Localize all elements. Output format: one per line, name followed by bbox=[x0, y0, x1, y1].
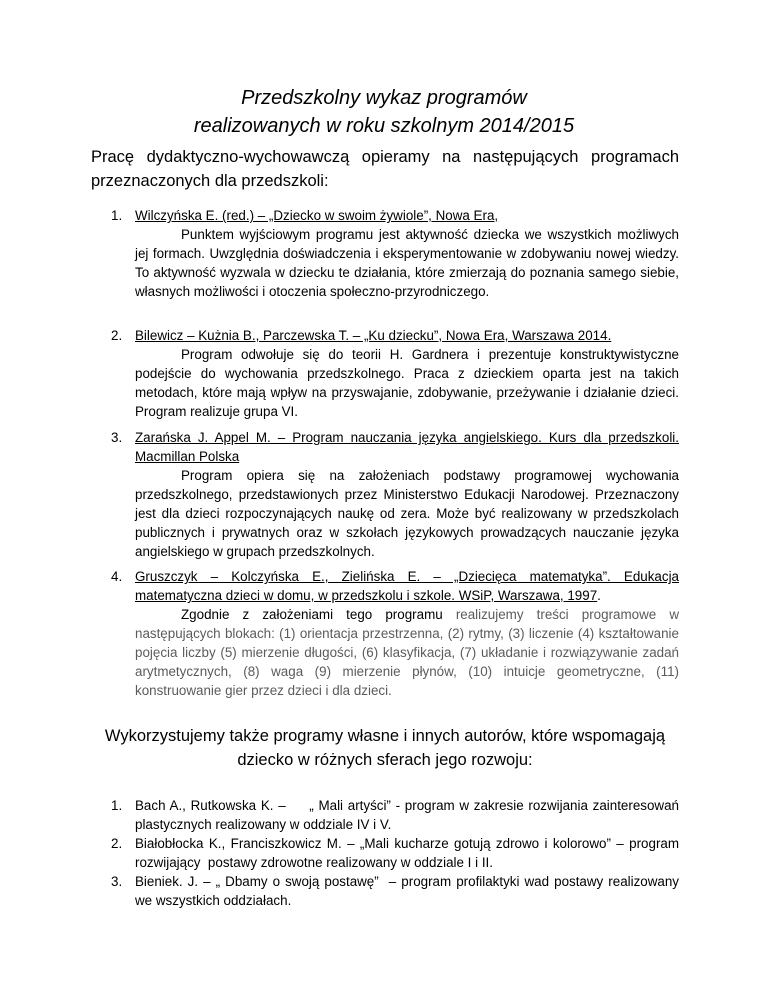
item-number: 3. bbox=[111, 874, 123, 889]
intro-paragraph: Pracę dydaktyczno-wychowawczą opieramy na następujących programach przeznaczonych dla przedszkoli: bbox=[91, 148, 679, 190]
page-title bbox=[0, 84, 768, 140]
item-reference-text: Gruszczyk – Kolczyńska E., Zielińska E. – „Dziecięca matematyka”. Edukacja matematyczna dzieci w domu, w przedszkolu i szkole. WSiP, Warszawa, 1997 bbox=[135, 569, 679, 603]
item-description-lead: Zgodnie z założeniami tego programu bbox=[181, 607, 443, 622]
section-heading-line-2: dziecko w różnych sferach jego rozwoju: bbox=[237, 751, 533, 769]
item-description bbox=[135, 466, 679, 561]
item-description-text: Punktem wyjściowym programu jest aktywność dziecka we wszystkich możliwych jej formach. Uwzględnia doświadczenia i eksperymentowanie w zdobywaniu nowej wiedzy. To aktywność wyzwala w dziecku te działania, które zmierzają do poznania samego siebie, własnych możliwości i otoczenia społeczno-przyrodniczego. bbox=[135, 227, 679, 299]
item-number: 2. bbox=[111, 328, 123, 343]
section-heading-line-1: Wykorzystujemy także programy własne i innych autorów, które wspomagają bbox=[104, 727, 666, 745]
item-number: 1. bbox=[111, 208, 123, 223]
item-description-text: Program odwołuje się do teorii H. Gardnera i prezentuje konstruktywistyczne podejście do wychowania przedszkolnego. Praca z dzieckiem oparta jest na takich metodach, które mają wpływ na przyswajanie, zdobywanie, przeżywanie i działanie dzieci. Program realizuje grupa VI. bbox=[135, 347, 679, 419]
item-reference: Zarańska J. Appel M. – Program nauczania języka angielskiego. Kurs dla przedszkoli. Macmillan Polska bbox=[135, 430, 679, 464]
list-item bbox=[91, 872, 683, 910]
item-text: Białobłocka K., Franciszkowicz M. – „Mali kucharze gotują zdrowo i kolorowo” – program rozwijający postawy zdrowotne realizowany w oddziale I i II. bbox=[135, 836, 683, 870]
item-description bbox=[135, 605, 679, 700]
item-reference: Wilczyńska E. (red.) – „Dziecko w swoim żywiole”, Nowa Era, bbox=[135, 208, 499, 223]
program-item-3 bbox=[91, 428, 679, 561]
item-text: Bieniek. J. – „ Dbamy o swoją postawę” – program profilaktyki wad postawy realizowany we wszystkich oddziałach. bbox=[135, 874, 683, 908]
list-item bbox=[91, 567, 679, 700]
list-item bbox=[91, 834, 683, 872]
item-reference: Bilewicz – Kużnia B., Parczewska T. – „Ku dziecku”, Nowa Era, Warszawa 2014. bbox=[135, 328, 612, 343]
item-number: 3. bbox=[111, 430, 123, 445]
program-item-4 bbox=[91, 567, 679, 700]
item-description bbox=[135, 345, 679, 421]
item-text: Bach A., Rutkowska K. – „ Mali artyści” - program w zakresie rozwijania zainteresowań plastycznych realizowany w oddziale IV i V. bbox=[135, 798, 683, 832]
list-item bbox=[91, 428, 679, 561]
item-description-text: Program opiera się na założeniach podstawy programowej wychowania przedszkolnego, przedstawionych przez Ministerstwo Edukacji Narodowej. Przeznaczony jest dla dzieci rozpoczynających naukę od zera. Może być realizowany w przedszkolach publicznych i prywatnych oraz w szkołach językowych prowadzących nauczanie języka angielskiego w grupach przedszkolnych. bbox=[135, 468, 679, 559]
item-number: 4. bbox=[111, 569, 123, 584]
title-line-2: realizowanych w roku szkolnym 2014/2015 bbox=[193, 115, 575, 137]
title-line-1: Przedszkolny wykaz programów bbox=[241, 87, 527, 109]
list-item bbox=[91, 206, 679, 301]
program-item-1 bbox=[91, 206, 679, 301]
item-reference-tail: . bbox=[597, 588, 601, 603]
list-item bbox=[91, 326, 679, 421]
item-number: 2. bbox=[111, 836, 123, 851]
item-number: 1. bbox=[111, 798, 123, 813]
item-description-text: realizujemy treści programowe w następujących blokach: (1) orientacja przestrzenna, (2) rytmy, (3) liczenie (4) kształtowanie pojęcia liczby (5) mierzenie długości, (6) klasyfikacja, (7) układanie i rozwiązywanie zadań arytmetycznych, (8) waga (9) mierzenie płynów, (10) intuicje geometryczne, (11) konstruowanie gier przez dzieci i dla dzieci. bbox=[135, 607, 679, 698]
section-heading bbox=[91, 724, 679, 772]
own-programs-list bbox=[91, 796, 683, 910]
item-reference bbox=[135, 567, 679, 605]
list-item bbox=[91, 796, 683, 834]
program-item-2 bbox=[91, 326, 679, 421]
item-description bbox=[135, 225, 679, 301]
